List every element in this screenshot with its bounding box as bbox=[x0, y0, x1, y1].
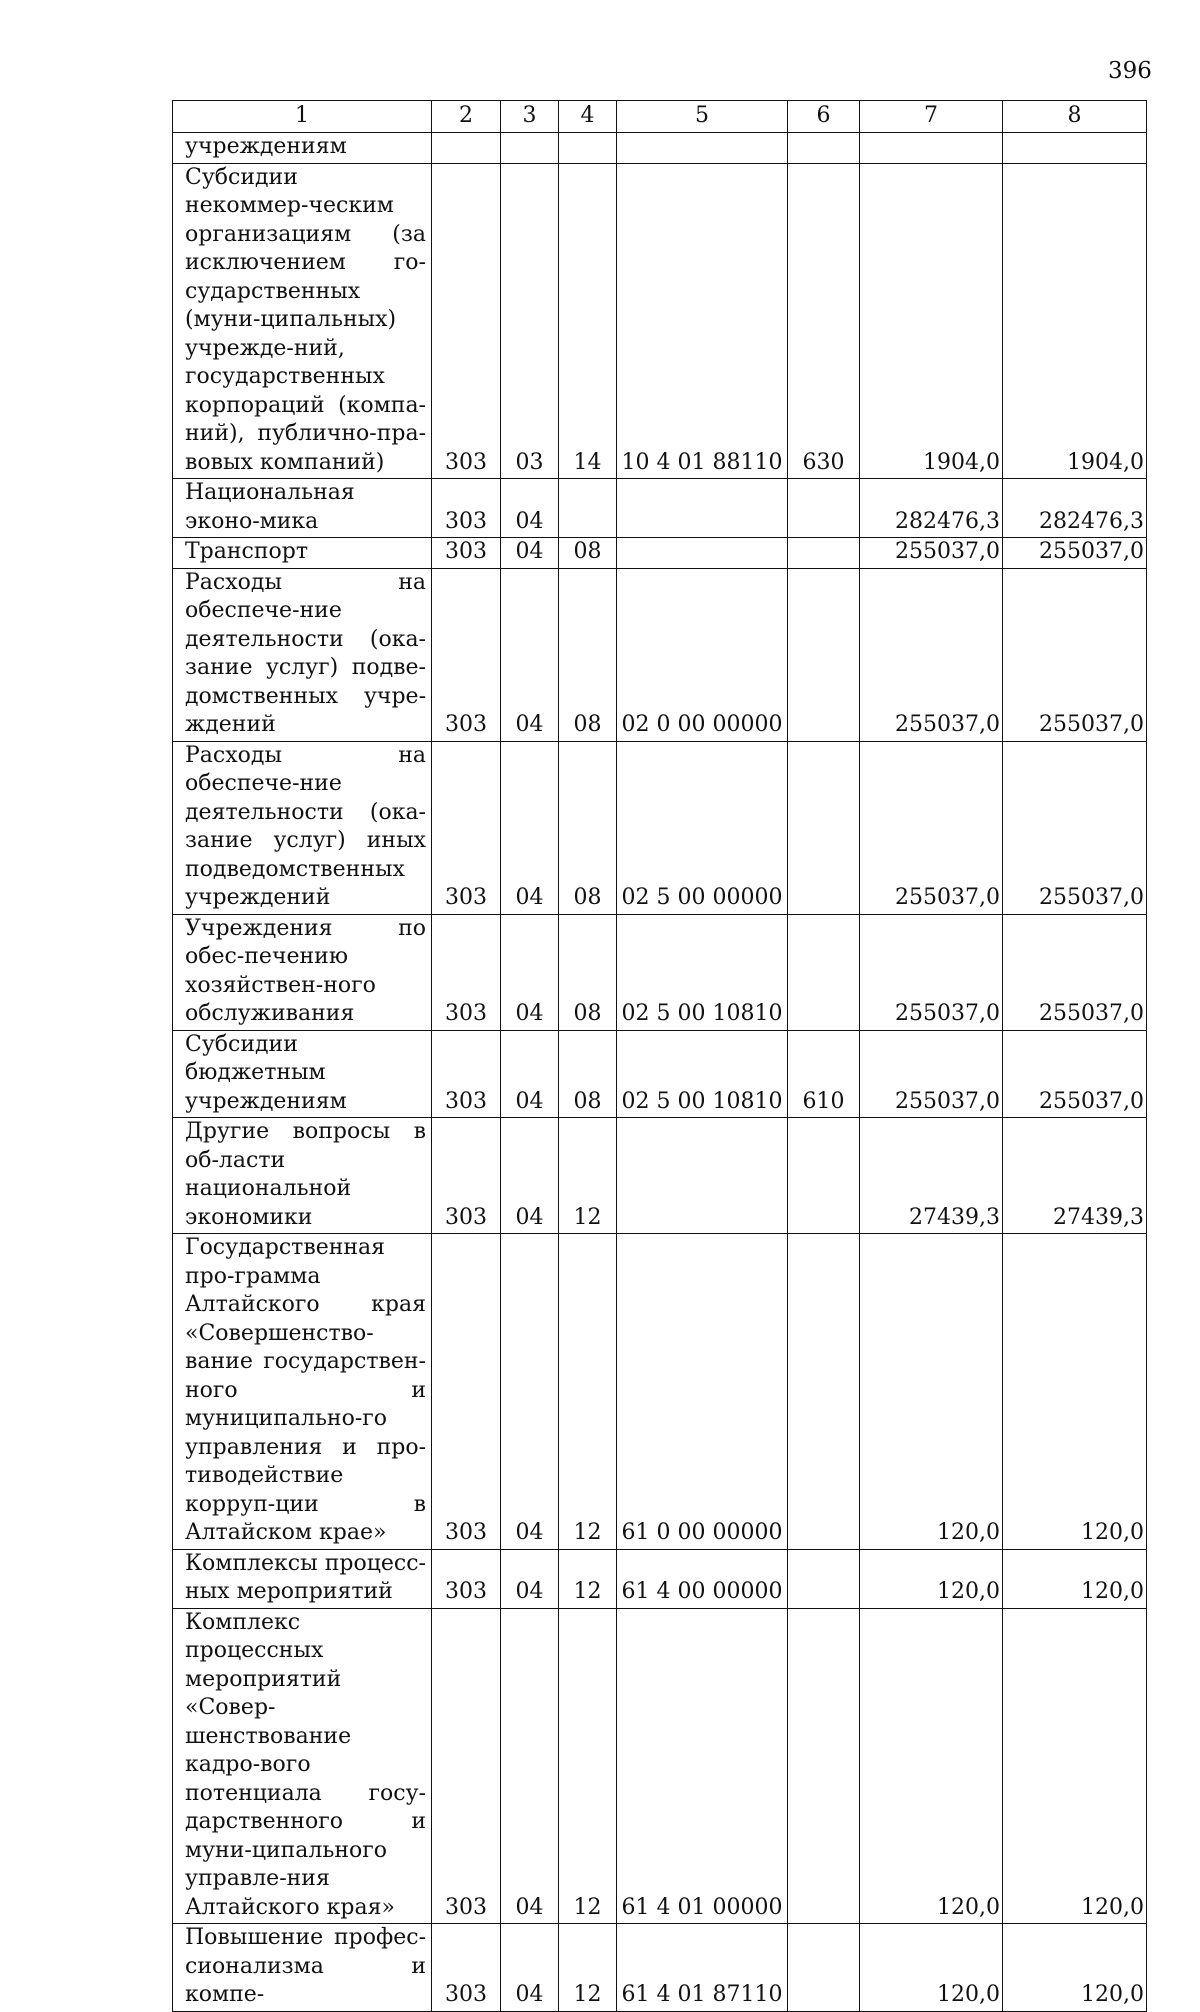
expense-name-cell bbox=[173, 538, 432, 569]
expense-name: Транспорт bbox=[185, 539, 309, 564]
cell-col-2: 303 bbox=[432, 538, 501, 569]
table-row bbox=[173, 1030, 1147, 1118]
cell-col-6 bbox=[788, 538, 860, 569]
expense-name: Другие вопросы в об-ласти национальной экономики bbox=[185, 1119, 426, 1230]
cell-col-8: 120,0 bbox=[1003, 1549, 1147, 1608]
cell-col-7: 255037,0 bbox=[860, 1030, 1003, 1118]
cell-col-7: 1904,0 bbox=[860, 163, 1003, 479]
cell-col-6 bbox=[788, 1924, 860, 2012]
cell-col-3: 04 bbox=[501, 1118, 559, 1234]
cell-col-4: 08 bbox=[559, 568, 617, 741]
cell-col-2: 303 bbox=[432, 479, 501, 538]
cell-col-5: 02 5 00 00000 bbox=[617, 741, 788, 914]
table-row bbox=[173, 914, 1147, 1030]
expense-name-cell bbox=[173, 1234, 432, 1550]
table-row bbox=[173, 133, 1147, 164]
table-row bbox=[173, 1118, 1147, 1234]
expense-name-cell bbox=[173, 1608, 432, 1924]
cell-col-4: 08 bbox=[559, 741, 617, 914]
cell-col-3: 04 bbox=[501, 1234, 559, 1550]
cell-col-4: 12 bbox=[559, 1118, 617, 1234]
expense-name: учреждениям bbox=[185, 134, 347, 159]
cell-col-4: 08 bbox=[559, 1030, 617, 1118]
header-cell: 7 bbox=[860, 101, 1003, 133]
budget-table bbox=[172, 100, 1147, 2012]
cell-col-2: 303 bbox=[432, 1118, 501, 1234]
cell-col-6 bbox=[788, 914, 860, 1030]
cell-col-4: 12 bbox=[559, 1234, 617, 1550]
cell-col-5 bbox=[617, 538, 788, 569]
cell-col-6 bbox=[788, 133, 860, 164]
cell-col-7: 120,0 bbox=[860, 1549, 1003, 1608]
cell-col-3 bbox=[501, 133, 559, 164]
cell-col-3: 04 bbox=[501, 1924, 559, 2012]
table-row bbox=[173, 1608, 1147, 1924]
expense-name-cell bbox=[173, 133, 432, 164]
cell-col-6 bbox=[788, 1234, 860, 1550]
cell-col-3: 04 bbox=[501, 1608, 559, 1924]
expense-name: Субсидии бюджетным учреждениям bbox=[185, 1031, 347, 1114]
cell-col-6 bbox=[788, 568, 860, 741]
cell-col-8: 27439,3 bbox=[1003, 1118, 1147, 1234]
expense-name-cell bbox=[173, 1118, 432, 1234]
cell-col-4: 12 bbox=[559, 1924, 617, 2012]
page-number: 396 bbox=[1108, 58, 1152, 84]
cell-col-6: 610 bbox=[788, 1030, 860, 1118]
cell-col-8: 255037,0 bbox=[1003, 741, 1147, 914]
header-cell: 1 bbox=[173, 101, 432, 133]
cell-col-3: 04 bbox=[501, 914, 559, 1030]
table-row bbox=[173, 538, 1147, 569]
cell-col-2: 303 bbox=[432, 1549, 501, 1608]
cell-col-3: 04 bbox=[501, 479, 559, 538]
cell-col-2 bbox=[432, 133, 501, 164]
table-row bbox=[173, 1234, 1147, 1550]
cell-col-8: 255037,0 bbox=[1003, 538, 1147, 569]
expense-name-cell bbox=[173, 568, 432, 741]
cell-col-3: 04 bbox=[501, 538, 559, 569]
header-cell: 3 bbox=[501, 101, 559, 133]
expense-name-cell bbox=[173, 163, 432, 479]
cell-col-4 bbox=[559, 133, 617, 164]
cell-col-8: 255037,0 bbox=[1003, 914, 1147, 1030]
cell-col-8: 120,0 bbox=[1003, 1924, 1147, 2012]
cell-col-8: 1904,0 bbox=[1003, 163, 1147, 479]
table-row bbox=[173, 1549, 1147, 1608]
expense-name-cell bbox=[173, 1924, 432, 2012]
expense-name-cell bbox=[173, 1030, 432, 1118]
cell-col-8: 120,0 bbox=[1003, 1608, 1147, 1924]
header-cell: 6 bbox=[788, 101, 860, 133]
expense-name: Учреждения по обес-печению хозяйствен-ного обслуживания bbox=[185, 915, 426, 1026]
cell-col-5: 61 4 00 00000 bbox=[617, 1549, 788, 1608]
table-row bbox=[173, 479, 1147, 538]
cell-col-8: 255037,0 bbox=[1003, 1030, 1147, 1118]
cell-col-6 bbox=[788, 741, 860, 914]
cell-col-2: 303 bbox=[432, 741, 501, 914]
expense-name: Расходы на обеспече-ние деятельности (ока-зание услуг) подве-домственных учре-ждений bbox=[185, 569, 426, 737]
cell-col-4 bbox=[559, 479, 617, 538]
expense-name-cell bbox=[173, 479, 432, 538]
cell-col-5: 61 4 01 87110 bbox=[617, 1924, 788, 2012]
cell-col-3: 04 bbox=[501, 741, 559, 914]
cell-col-5: 61 0 00 00000 bbox=[617, 1234, 788, 1550]
cell-col-7: 282476,3 bbox=[860, 479, 1003, 538]
expense-name: Повышение профес-сионализма и компе- bbox=[185, 1925, 426, 2007]
table-row bbox=[173, 568, 1147, 741]
cell-col-4: 08 bbox=[559, 914, 617, 1030]
cell-col-4: 12 bbox=[559, 1608, 617, 1924]
cell-col-2: 303 bbox=[432, 1608, 501, 1924]
cell-col-4: 12 bbox=[559, 1549, 617, 1608]
cell-col-5 bbox=[617, 133, 788, 164]
cell-col-2: 303 bbox=[432, 1234, 501, 1550]
cell-col-7: 255037,0 bbox=[860, 568, 1003, 741]
expense-name-cell bbox=[173, 914, 432, 1030]
cell-col-6 bbox=[788, 1549, 860, 1608]
cell-col-7: 120,0 bbox=[860, 1608, 1003, 1924]
expense-name: Комплексы процесс-ных мероприятий bbox=[185, 1550, 426, 1604]
header-cell: 8 bbox=[1003, 101, 1147, 133]
cell-col-7: 120,0 bbox=[860, 1234, 1003, 1550]
cell-col-8: 120,0 bbox=[1003, 1234, 1147, 1550]
cell-col-5: 61 4 01 00000 bbox=[617, 1608, 788, 1924]
cell-col-6: 630 bbox=[788, 163, 860, 479]
cell-col-7 bbox=[860, 133, 1003, 164]
cell-col-5: 02 0 00 00000 bbox=[617, 568, 788, 741]
cell-col-8 bbox=[1003, 133, 1147, 164]
cell-col-5: 02 5 00 10810 bbox=[617, 914, 788, 1030]
cell-col-6 bbox=[788, 1608, 860, 1924]
expense-name: Субсидии некоммер-ческим организациям (за исключением го-сударственных (муни-ципальных) учрежде-ний, государственных корпораций (компа-ний), публично-пра-вовых компаний) bbox=[185, 164, 426, 475]
expense-name: Расходы на обеспече-ние деятельности (ока-зание услуг) иных подведомственных учреждений bbox=[185, 742, 426, 910]
cell-col-5 bbox=[617, 1118, 788, 1234]
header-cell: 5 bbox=[617, 101, 788, 133]
table-header-row bbox=[173, 101, 1147, 133]
header-cell: 4 bbox=[559, 101, 617, 133]
cell-col-6 bbox=[788, 1118, 860, 1234]
cell-col-5 bbox=[617, 479, 788, 538]
cell-col-8: 255037,0 bbox=[1003, 568, 1147, 741]
table-row bbox=[173, 741, 1147, 914]
cell-col-8: 282476,3 bbox=[1003, 479, 1147, 538]
cell-col-7: 255037,0 bbox=[860, 741, 1003, 914]
expense-name-cell bbox=[173, 1549, 432, 1608]
cell-col-3: 04 bbox=[501, 1549, 559, 1608]
cell-col-3: 04 bbox=[501, 1030, 559, 1118]
expense-name: Национальная эконо-мика bbox=[185, 480, 355, 534]
cell-col-2: 303 bbox=[432, 568, 501, 741]
cell-col-2: 303 bbox=[432, 914, 501, 1030]
table-row bbox=[173, 163, 1147, 479]
cell-col-7: 255037,0 bbox=[860, 914, 1003, 1030]
expense-name: Комплекс процессных мероприятий «Совер-шенствование кадро-вого потенциала госу-дарственного и муни-ципального управле-ния Алтайского края» bbox=[185, 1609, 426, 1920]
cell-col-4: 14 bbox=[559, 163, 617, 479]
cell-col-2: 303 bbox=[432, 1924, 501, 2012]
cell-col-3: 03 bbox=[501, 163, 559, 479]
cell-col-4: 08 bbox=[559, 538, 617, 569]
table-row bbox=[173, 1924, 1147, 2012]
cell-col-5: 10 4 01 88110 bbox=[617, 163, 788, 479]
expense-name: Государственная про-грамма Алтайского края «Совершенство-вание государствен-ного и муниципально-го управления и про-тиводействие корруп-ции в Алтайском крае» bbox=[185, 1235, 426, 1545]
cell-col-2: 303 bbox=[432, 1030, 501, 1118]
cell-col-2: 303 bbox=[432, 163, 501, 479]
cell-col-7: 27439,3 bbox=[860, 1118, 1003, 1234]
expense-name-cell bbox=[173, 741, 432, 914]
cell-col-5: 02 5 00 10810 bbox=[617, 1030, 788, 1118]
cell-col-7: 255037,0 bbox=[860, 538, 1003, 569]
cell-col-7: 120,0 bbox=[860, 1924, 1003, 2012]
cell-col-6 bbox=[788, 479, 860, 538]
header-cell: 2 bbox=[432, 101, 501, 133]
cell-col-3: 04 bbox=[501, 568, 559, 741]
